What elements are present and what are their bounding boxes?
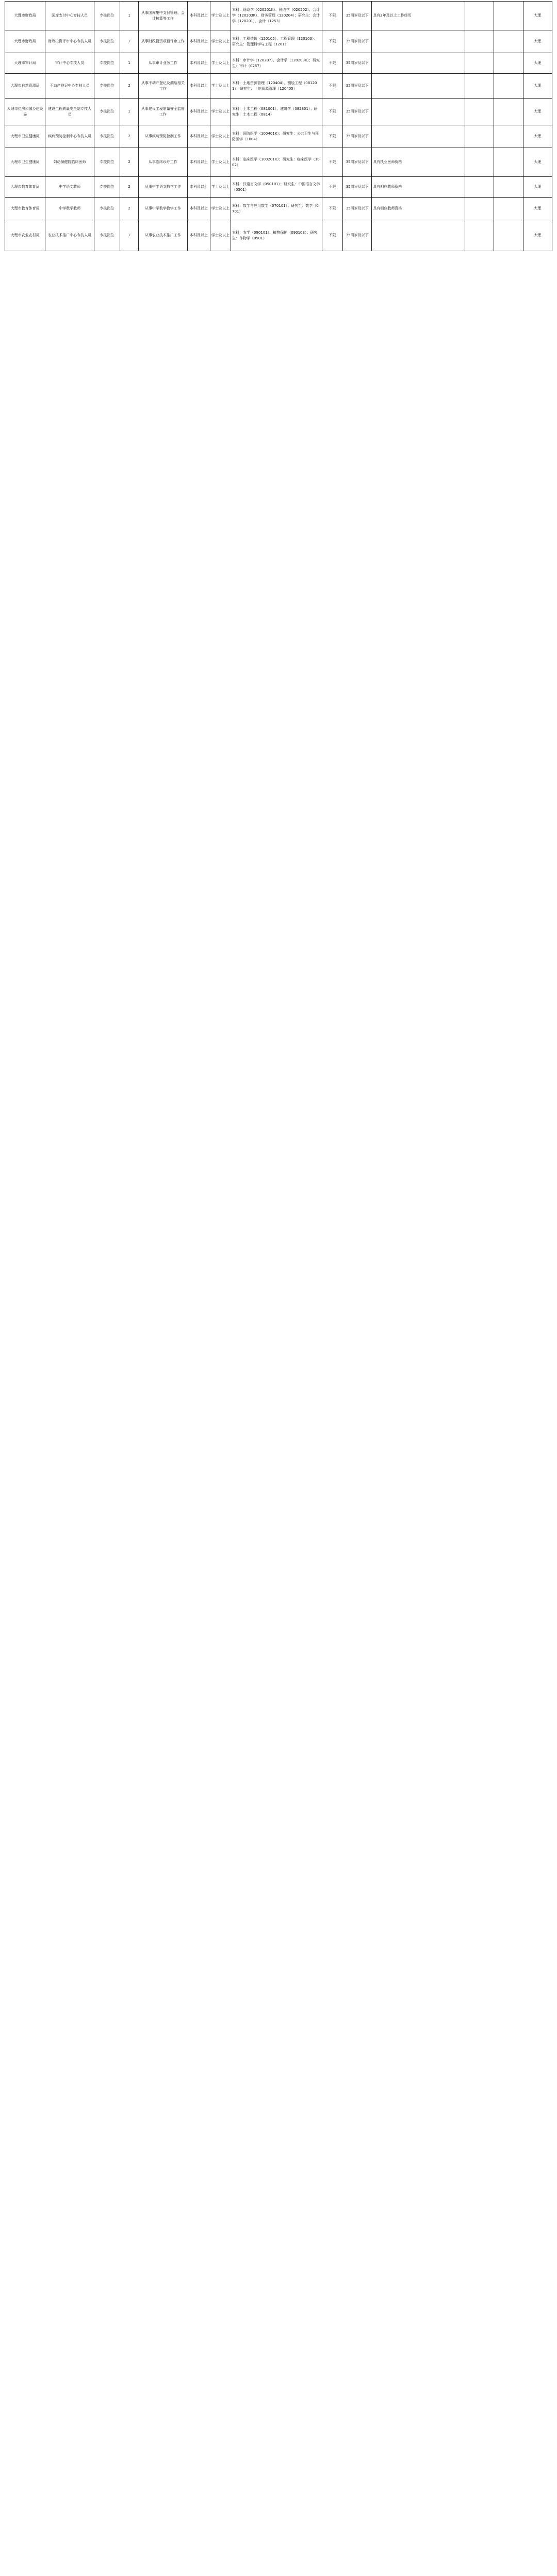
table-row <box>5 30 552 53</box>
cell-political-status: 不限 <box>322 53 342 74</box>
table-row <box>5 177 552 198</box>
cell-type: 专技岗位 <box>94 220 120 251</box>
table-row <box>5 2 552 30</box>
cell-note-1 <box>465 125 494 148</box>
cell-age: 35周岁及以下 <box>343 30 372 53</box>
cell-post: 中学语文教师 <box>45 177 94 198</box>
cell-other-conditions <box>372 30 465 53</box>
cell-education: 本科及以上 <box>187 53 210 74</box>
cell-political-status: 不限 <box>322 2 342 30</box>
cell-duty: 从事临床诊疗工作 <box>139 148 187 177</box>
cell-duty: 从事建设工程质量安全监督工作 <box>139 99 187 125</box>
cell-age: 35周岁及以下 <box>343 2 372 30</box>
cell-note-3: 大理 <box>523 220 552 251</box>
cell-count: 2 <box>120 148 139 177</box>
table-row <box>5 148 552 177</box>
cell-note-2 <box>494 148 523 177</box>
cell-count: 1 <box>120 99 139 125</box>
table-row <box>5 198 552 220</box>
cell-education: 本科及以上 <box>187 2 210 30</box>
cell-type: 专技岗位 <box>94 198 120 220</box>
cell-type: 专技岗位 <box>94 74 120 99</box>
cell-education: 本科及以上 <box>187 148 210 177</box>
cell-note-1 <box>465 198 494 220</box>
table-row <box>5 74 552 99</box>
cell-post: 审计中心专技人员 <box>45 53 94 74</box>
cell-degree: 学士及以上 <box>210 125 231 148</box>
cell-unit: 大理市自然资源局 <box>5 74 45 99</box>
cell-note-3: 大理 <box>523 177 552 198</box>
table-row <box>5 53 552 74</box>
cell-unit: 大理市卫生健康局 <box>5 148 45 177</box>
cell-political-status: 不限 <box>322 177 342 198</box>
cell-age: 35周岁及以下 <box>343 177 372 198</box>
cell-duty: 从事疾病预防控制工作 <box>139 125 187 148</box>
cell-note-3: 大理 <box>523 99 552 125</box>
cell-other-conditions <box>372 220 465 251</box>
cell-major-requirement: 本科：财政学（020201K）、税收学（020202）、会计学（120203K）、财务管理（120204）；研究生：会计学（120201）、会计（1253） <box>231 2 322 30</box>
cell-education: 本科及以上 <box>187 177 210 198</box>
cell-education: 本科及以上 <box>187 30 210 53</box>
cell-age: 35周岁及以下 <box>343 53 372 74</box>
cell-degree: 学士及以上 <box>210 177 231 198</box>
cell-type: 专技岗位 <box>94 177 120 198</box>
cell-note-1 <box>465 2 494 30</box>
cell-note-3: 大理 <box>523 125 552 148</box>
cell-note-2 <box>494 125 523 148</box>
cell-note-3: 大理 <box>523 148 552 177</box>
cell-other-conditions <box>372 74 465 99</box>
cell-education: 本科及以上 <box>187 99 210 125</box>
cell-major-requirement: 本科：审计学（120207）、会计学（120203K）；研究生：审计（0257） <box>231 53 322 74</box>
cell-other-conditions: 具有相应教师资格 <box>372 198 465 220</box>
cell-duty: 从事中学数学教学工作 <box>139 198 187 220</box>
cell-degree: 学士及以上 <box>210 30 231 53</box>
cell-political-status: 不限 <box>322 99 342 125</box>
table-row <box>5 99 552 125</box>
cell-unit: 大理市教育体育局 <box>5 198 45 220</box>
cell-duty: 从事中学语文教学工作 <box>139 177 187 198</box>
cell-age: 35周岁及以下 <box>343 74 372 99</box>
cell-age: 35周岁及以下 <box>343 220 372 251</box>
cell-note-3: 大理 <box>523 198 552 220</box>
cell-count: 1 <box>120 30 139 53</box>
cell-post: 妇幼保健院临床医师 <box>45 148 94 177</box>
cell-other-conditions <box>372 99 465 125</box>
cell-major-requirement: 本科：土地资源管理（120404）、测绘工程（081201）；研究生：土地资源管理（120405） <box>231 74 322 99</box>
cell-age: 35周岁及以下 <box>343 148 372 177</box>
cell-type: 专技岗位 <box>94 99 120 125</box>
cell-count: 2 <box>120 177 139 198</box>
cell-count: 2 <box>120 125 139 148</box>
cell-count: 2 <box>120 198 139 220</box>
cell-education: 本科及以上 <box>187 74 210 99</box>
cell-post: 不动产登记中心专技人员 <box>45 74 94 99</box>
cell-post: 农业技术推广中心专技人员 <box>45 220 94 251</box>
cell-note-1 <box>465 177 494 198</box>
cell-post: 中学数学教师 <box>45 198 94 220</box>
cell-count: 2 <box>120 74 139 99</box>
cell-political-status: 不限 <box>322 30 342 53</box>
cell-major-requirement: 本科：临床医学（100201K）；研究生：临床医学（1002） <box>231 148 322 177</box>
cell-duty: 从事国库集中支付管理、会计核算等工作 <box>139 2 187 30</box>
cell-duty: 从事审计业务工作 <box>139 53 187 74</box>
table-row <box>5 220 552 251</box>
cell-note-3: 大理 <box>523 74 552 99</box>
cell-type: 专技岗位 <box>94 148 120 177</box>
cell-note-2 <box>494 74 523 99</box>
cell-unit: 大理市农业农村局 <box>5 220 45 251</box>
cell-count: 1 <box>120 53 139 74</box>
cell-note-2 <box>494 198 523 220</box>
cell-education: 本科及以上 <box>187 198 210 220</box>
cell-degree: 学士及以上 <box>210 99 231 125</box>
cell-note-1 <box>465 99 494 125</box>
cell-political-status: 不限 <box>322 125 342 148</box>
cell-post: 疾病预防控制中心专技人员 <box>45 125 94 148</box>
cell-post: 建设工程质量安全站专技人员 <box>45 99 94 125</box>
cell-note-2 <box>494 30 523 53</box>
cell-major-requirement: 本科：汉语言文学（050101）；研究生：中国语言文学（0501） <box>231 177 322 198</box>
cell-unit: 大理市财政局 <box>5 30 45 53</box>
cell-unit: 大理市审计局 <box>5 53 45 74</box>
cell-unit: 大理市住房和城乡建设局 <box>5 99 45 125</box>
cell-note-1 <box>465 74 494 99</box>
cell-count: 1 <box>120 220 139 251</box>
cell-major-requirement: 本科：土木工程（081001）、建筑学（082801）；研究生：土木工程（0814） <box>231 99 322 125</box>
cell-count: 1 <box>120 2 139 30</box>
cell-major-requirement: 本科：数学与应用数学（070101）；研究生：数学（0701） <box>231 198 322 220</box>
cell-type: 专技岗位 <box>94 30 120 53</box>
recruitment-table <box>5 1 552 251</box>
cell-political-status: 不限 <box>322 148 342 177</box>
cell-age: 35周岁及以下 <box>343 99 372 125</box>
cell-education: 本科及以上 <box>187 220 210 251</box>
cell-political-status: 不限 <box>322 220 342 251</box>
cell-type: 专技岗位 <box>94 125 120 148</box>
cell-degree: 学士及以上 <box>210 220 231 251</box>
cell-note-3: 大理 <box>523 30 552 53</box>
cell-note-2 <box>494 53 523 74</box>
cell-note-2 <box>494 2 523 30</box>
table-row <box>5 125 552 148</box>
cell-other-conditions <box>372 125 465 148</box>
cell-note-2 <box>494 99 523 125</box>
cell-note-3: 大理 <box>523 53 552 74</box>
cell-degree: 学士及以上 <box>210 148 231 177</box>
cell-other-conditions <box>372 53 465 74</box>
cell-type: 专技岗位 <box>94 53 120 74</box>
cell-duty: 从事农业技术推广工作 <box>139 220 187 251</box>
cell-other-conditions: 具有执业医师资格 <box>372 148 465 177</box>
cell-unit: 大理市卫生健康局 <box>5 125 45 148</box>
table-body <box>5 2 552 251</box>
cell-post: 财政投资评审中心专技人员 <box>45 30 94 53</box>
cell-duty: 从事不动产登记及测绘相关工作 <box>139 74 187 99</box>
cell-unit: 大理市财政局 <box>5 2 45 30</box>
cell-age: 35周岁及以下 <box>343 125 372 148</box>
cell-degree: 学士及以上 <box>210 198 231 220</box>
cell-other-conditions: 具有2年及以上工作经历 <box>372 2 465 30</box>
cell-post: 国库支付中心专技人员 <box>45 2 94 30</box>
cell-note-1 <box>465 53 494 74</box>
cell-unit: 大理市教育体育局 <box>5 177 45 198</box>
cell-degree: 学士及以上 <box>210 53 231 74</box>
cell-degree: 学士及以上 <box>210 74 231 99</box>
cell-note-1 <box>465 30 494 53</box>
cell-political-status: 不限 <box>322 198 342 220</box>
cell-note-2 <box>494 220 523 251</box>
cell-age: 35周岁及以下 <box>343 198 372 220</box>
cell-education: 本科及以上 <box>187 125 210 148</box>
cell-degree: 学士及以上 <box>210 2 231 30</box>
cell-note-1 <box>465 220 494 251</box>
cell-major-requirement: 本科：预防医学（100401K）；研究生：公共卫生与预防医学（1004） <box>231 125 322 148</box>
cell-type: 专技岗位 <box>94 2 120 30</box>
cell-major-requirement: 本科：工程造价（120105）、工程管理（120103）；研究生：管理科学与工程（1201） <box>231 30 322 53</box>
cell-major-requirement: 本科：农学（090101）、植物保护（090103）；研究生：作物学（0901） <box>231 220 322 251</box>
cell-note-3: 大理 <box>523 2 552 30</box>
cell-note-2 <box>494 177 523 198</box>
cell-political-status: 不限 <box>322 74 342 99</box>
cell-other-conditions: 具有相应教师资格 <box>372 177 465 198</box>
cell-duty: 从事财政投资项目评审工作 <box>139 30 187 53</box>
cell-note-1 <box>465 148 494 177</box>
